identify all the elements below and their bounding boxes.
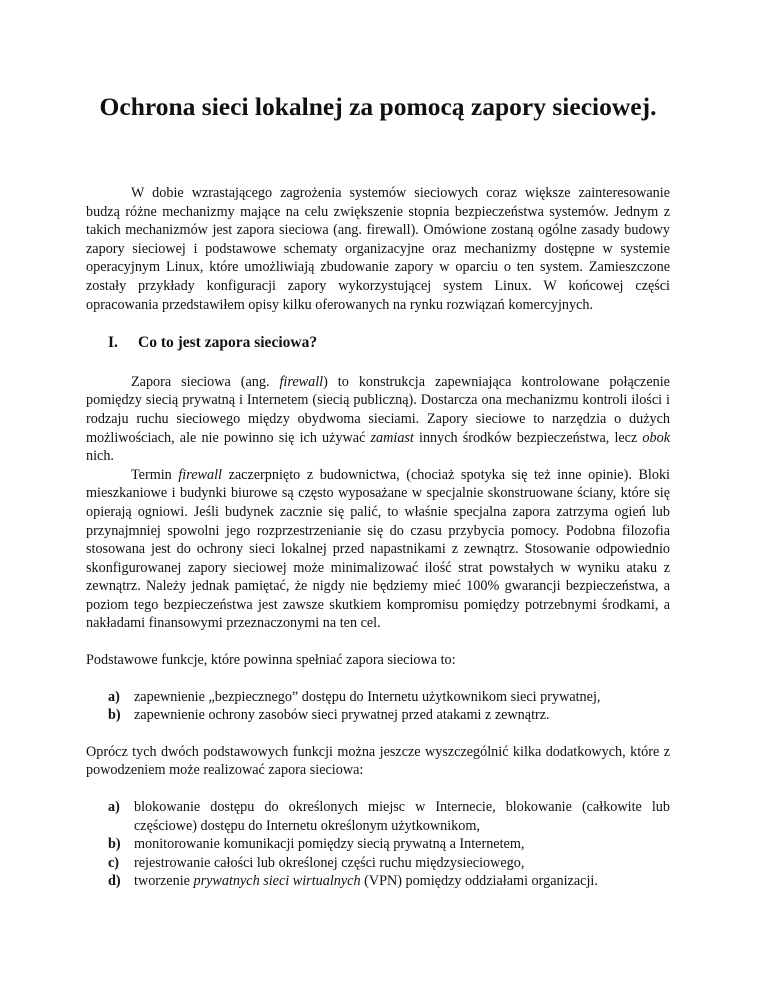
list-marker: c) — [108, 854, 120, 871]
list-item-text: rejestrowanie całości lub określonej części ruchu międzysieciowego, — [134, 854, 525, 871]
list-item — [86, 688, 670, 707]
text-run: Termin — [131, 466, 179, 483]
extra-functions-list — [86, 798, 670, 891]
text-run: Zapora sieciowa (ang. — [131, 373, 280, 390]
intro-paragraph: W dobie wzrastającego zagrożenia systemów sieciowych coraz większe zainteresowanie budzą różne mechanizmy mające na celu zwiększenie stopnia bezpieczeństwa systemów. Jednym z takich mechanizmów jest zapora sieciowa (ang. firewall). Omówione zostaną ogólne zasady budowy zapory sieciowej i podstawowe schematy organizacyjne oraz mechanizmy dostępne w systemie operacyjnym Linux, które umożliwiają zbudowanie zapory w oparciu o ten system. Zamieszczone zostały przykłady konfiguracji zapory wykorzystującej system Linux. W końcowej części opracowania przedstawiłem opisy kilku oferowanych na rynku rozwiązań komercyjnych. — [86, 185, 670, 313]
emphasis-vpn: prywatnych sieci wirtualnych — [193, 873, 361, 890]
list-marker: a) — [108, 688, 120, 705]
list-item — [86, 854, 670, 873]
emphasis-obok: obok — [642, 429, 670, 446]
emphasis-firewall: firewall — [279, 373, 324, 390]
list-marker: d) — [108, 873, 121, 890]
list-item-text: zapewnienie ochrony zasobów sieci prywatnej przed atakami z zewnątrz. — [134, 707, 550, 724]
text-run: (VPN) pomiędzy oddziałami organizacji. — [360, 873, 598, 890]
firewall-definition-paragraph — [86, 373, 670, 466]
emphasis-zamiast: zamiast — [370, 429, 414, 446]
page-title: Ochrona sieci lokalnej za pomocą zapory sieciowej. — [99, 92, 657, 121]
basic-functions-list — [86, 688, 670, 725]
text-run: ) to konstrukcja zapewniająca kontrolowane połączenie pomiędzy siecią prywatną i Internetem (siecią publiczną). Dostarcza ona mechanizmu kontroli ilości i rodzaju ruchu sieciowego między obydwoma sieciami. Zapory sieciowe to narzędzia o dużych możliwościach, ale nie powinno się ich używać — [86, 373, 670, 446]
list-item-text: monitorowanie komunikacji pomiędzy siecią prywatną a Internetem, — [134, 836, 525, 853]
list-item — [86, 872, 670, 891]
list-marker: a) — [108, 799, 120, 816]
list-item — [86, 835, 670, 854]
section-heading — [108, 334, 670, 353]
section-title: Co to jest zapora sieciowa? — [138, 334, 318, 352]
text-run: zaczerpnięto z budownictwa, (chociaż spotyka się też inne opinie). Bloki mieszkaniowe i budynki biurowe są często wyposażane w specjalnie skonstruowane ściany, które się opierają ogniowi. Jeśli budynek zacznie się palić, to właśnie specjalna zapora zatrzyma ogień lub przynajmniej spowolni jego rozprzestrzenianie się do czasu przybycia pomocy. Podobna filozofia stosowana jest do ochrony sieci lokalnej przed napastnikami z zewnątrz. Stosowanie odpowiednio skonfigurowanej zapory sieciowej może minimalizować ilość strat powstałych w wyniku ataku z zewnątrz. Należy jednak pamiętać, że nigdy nie będziemy mieć 100% gwarancji bezpieczeństwa, a poziom tego bezpieczeństwa jest zawsze skutkiem kompromisu pomiędzy potrzebnymi środkami, a nakładami finansowymi przeznaczonymi na ten cel. — [86, 466, 670, 632]
list-item — [86, 706, 670, 725]
text-run: tworzenie — [134, 873, 194, 890]
list-marker: b) — [108, 707, 121, 724]
list-marker: b) — [108, 836, 121, 853]
document-body — [86, 184, 670, 891]
extra-functions-intro: Oprócz tych dwóch podstawowych funkcji można jeszcze wyszczególnić kilka dodatkowych, które z powodzeniem może realizować zapora sieciowa: — [86, 743, 670, 779]
text-run: innych środków bezpieczeństwa, lecz — [413, 429, 643, 446]
basic-functions-intro: Podstawowe funkcje, które powinna spełniać zapora sieciowa to: — [86, 652, 456, 669]
text-run: nich. — [86, 448, 114, 465]
list-item-text: blokowanie dostępu do określonych miejsc w Internecie, blokowanie (całkowite lub częściowe) dostępu do Internetu określonym użytkownikom, — [134, 799, 670, 834]
term-origin-paragraph — [86, 466, 670, 633]
list-item-text: zapewnienie „bezpiecznego” dostępu do Internetu użytkownikom sieci prywatnej, — [134, 688, 601, 705]
list-item — [86, 798, 670, 835]
emphasis-firewall: firewall — [178, 466, 222, 483]
section-number: I. — [108, 334, 118, 352]
